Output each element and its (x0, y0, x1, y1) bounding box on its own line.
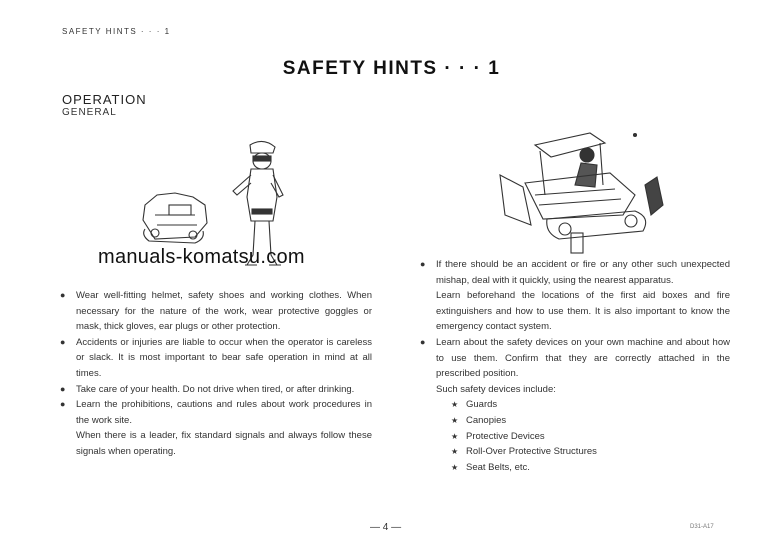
star-icon: ★ (451, 431, 459, 441)
page-title: SAFETY HINTS · · · 1 (282, 58, 501, 79)
right-column (420, 257, 730, 475)
star-icon: ★ (451, 447, 459, 457)
list-item: ● Learn about the safety devices on your own machine and about how to use them. Confirm that they are correctly attached in the prescribed position. (420, 336, 730, 380)
star-icon: ★ (451, 400, 459, 410)
star-icon: ★ (451, 415, 459, 425)
list-item: ● Wear well-fitting helmet, safety shoes and working clothes. When necessary for the nature of the work, wear protective goggles or mask, thick gloves, ear plugs or other protection. (60, 290, 372, 333)
bullet-continuation: When there is a leader, fix standard signals and always follow these signals when operating. (76, 430, 372, 457)
bullet-icon: ● (60, 399, 66, 410)
star-icon: ★ (451, 462, 459, 472)
watermark: manuals-komatsu.com (98, 246, 305, 268)
bullet-icon: ● (60, 383, 66, 394)
page-number: — 4 — (370, 522, 402, 533)
bullet-icon: ● (420, 259, 426, 269)
left-column (60, 288, 372, 460)
list-item: ● If there should be an accident or fire or any other such unexpected mishap, deal with it quickly, using the nearest apparatus. (420, 259, 730, 286)
section-subheading: GENERAL (62, 107, 117, 118)
list-item: ● Take care of your health. Do not drive when tired, or after drinking. (60, 382, 372, 398)
list-item: ● Accidents or injuries are liable to occur when the operator is careless or slack. It is most important to bear safe operation in mind at all times. (60, 336, 372, 379)
document-code: D31-A17 (690, 524, 714, 530)
section-heading: OPERATION (62, 92, 147, 107)
bullet-icon: ● (420, 336, 426, 347)
list-item: ● Learn the prohibitions, cautions and rules about work procedures in the work site. (60, 399, 372, 426)
devices-intro: Such safety devices include: (436, 383, 556, 395)
list-item: ★ Seat Belts, etc. (420, 460, 730, 476)
list-item: ★ Roll-Over Protective Structures (420, 444, 730, 460)
bullet-continuation: Learn beforehand the locations of the first aid boxes and fire extinguishers and how to use them. It is also important to know the emergency contact system. (436, 290, 730, 333)
list-item: ★ Protective Devices (420, 429, 730, 445)
list-item: ★ Guards (420, 397, 730, 413)
bullet-icon: ● (60, 290, 66, 300)
illustration-machine (495, 115, 665, 255)
running-header: SAFETY HINTS · · · 1 (62, 27, 171, 36)
safety-devices-list (420, 397, 730, 475)
bullet-icon: ● (60, 336, 66, 347)
list-item: ★ Canopies (420, 413, 730, 429)
